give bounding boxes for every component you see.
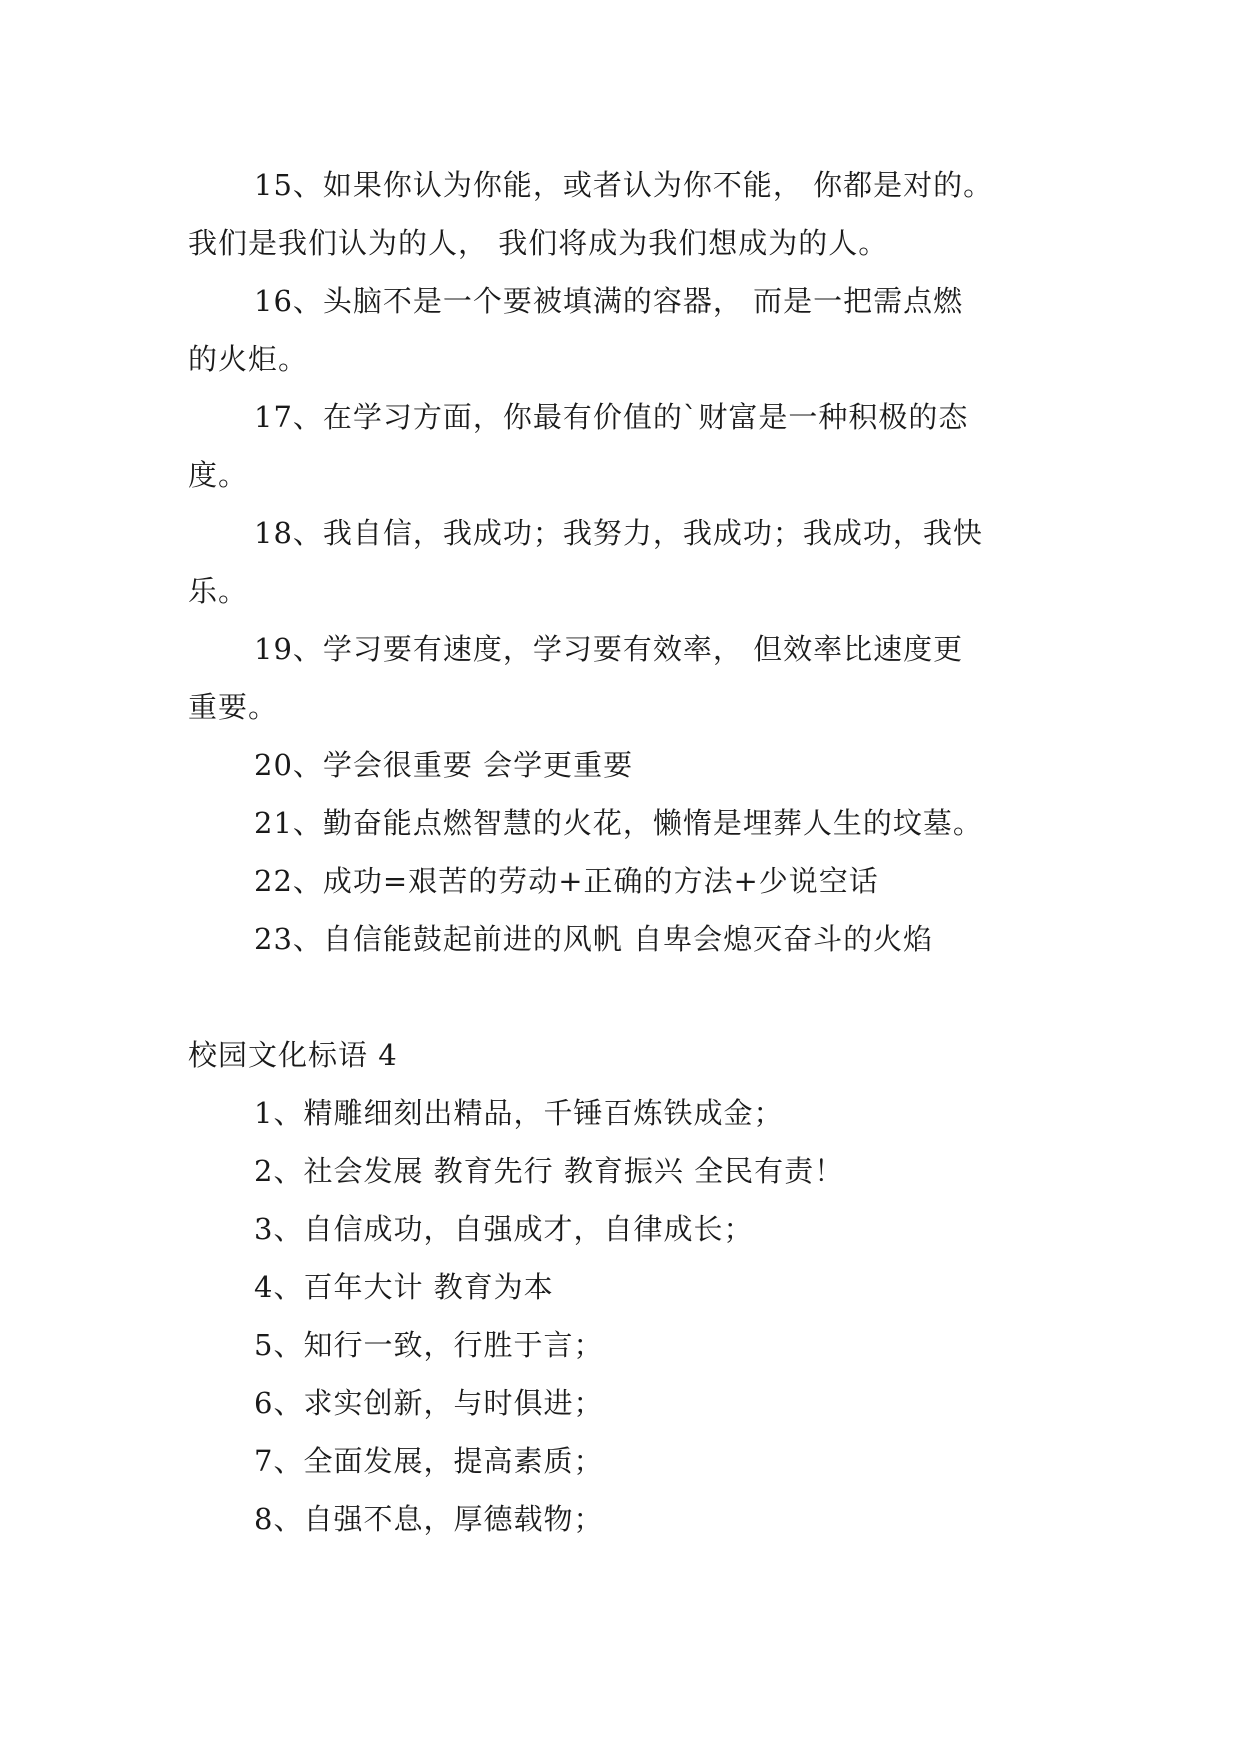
campus-slogan-1: 1、精雕细刻出精品，千锤百炼铁成金； <box>254 1096 784 1130</box>
slogan-15-line-1: 15、如果你认为你能，或者认为你不能， 你都是对的。 <box>254 168 994 202</box>
slogan-20: 20、学会很重要 会学更重要 <box>254 748 634 782</box>
campus-slogan-6: 6、求实创新，与时俱进； <box>254 1386 604 1420</box>
campus-slogan-7: 7、全面发展，提高素质； <box>254 1444 604 1478</box>
slogan-16-line-2: 的火炬。 <box>188 342 309 376</box>
slogan-15-line-2: 我们是我们认为的人， 我们将成为我们想成为的人。 <box>188 226 889 260</box>
slogan-23: 23、自信能鼓起前进的风帆 自卑会熄灭奋斗的火焰 <box>254 922 934 956</box>
slogan-21: 21、勤奋能点燃智慧的火花，懒惰是埋葬人生的坟墓。 <box>254 806 983 840</box>
slogan-17-line-1: 17、在学习方面，你最有价值的`财富是一种积极的态 <box>254 400 969 434</box>
campus-slogan-3: 3、自信成功，自强成才，自律成长； <box>254 1212 754 1246</box>
slogan-18-line-1: 18、我自信，我成功；我努力，我成功；我成功，我快 <box>254 516 983 550</box>
campus-slogan-5: 5、知行一致，行胜于言； <box>254 1328 604 1362</box>
slogan-16-line-1: 16、头脑不是一个要被填满的容器， 而是一把需点燃 <box>254 284 964 318</box>
campus-slogan-8: 8、自强不息，厚德载物； <box>254 1502 604 1536</box>
slogan-17-line-2: 度。 <box>188 458 249 492</box>
slogan-18-line-2: 乐。 <box>188 574 249 608</box>
slogan-22: 22、成功=艰苦的劳动+正确的方法+少说空话 <box>254 864 879 898</box>
slogan-19-line-2: 重要。 <box>188 690 279 724</box>
campus-slogan-4: 4、百年大计 教育为本 <box>254 1270 554 1304</box>
campus-slogan-2: 2、社会发展 教育先行 教育振兴 全民有责！ <box>254 1154 845 1188</box>
section-heading: 校园文化标语 4 <box>188 1038 398 1072</box>
slogan-19-line-1: 19、学习要有速度，学习要有效率， 但效率比速度更 <box>254 632 964 666</box>
